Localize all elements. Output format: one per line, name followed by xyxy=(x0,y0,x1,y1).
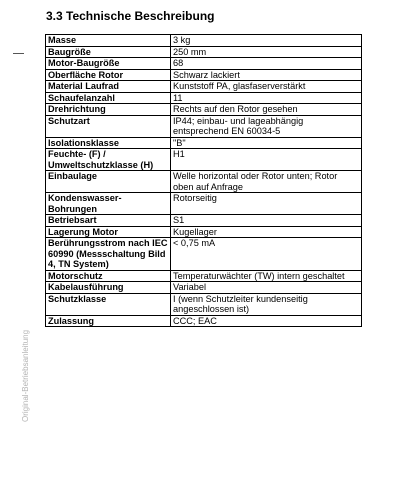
spec-value: I (wenn Schutzleiter kundenseitig angeschlossen ist) xyxy=(171,293,362,315)
table-row xyxy=(46,92,362,104)
table-row xyxy=(46,81,362,93)
table-row xyxy=(46,226,362,238)
spec-value: 11 xyxy=(171,92,362,104)
spec-value: H1 xyxy=(171,149,362,171)
section-heading: 3.3 Technische Beschreibung xyxy=(46,9,215,23)
spec-value: S1 xyxy=(171,215,362,227)
spec-label: Baugröße xyxy=(46,46,171,58)
spec-label: Schutzklasse xyxy=(46,293,171,315)
spec-value: Welle horizontal oder Rotor unten; Rotor oben auf Anfrage xyxy=(171,171,362,193)
spec-label: Schaufelanzahl xyxy=(46,92,171,104)
spec-value: < 0,75 mA xyxy=(171,238,362,271)
spec-value: 250 mm xyxy=(171,46,362,58)
spec-label: Kondenswasser-Bohrungen xyxy=(46,193,171,215)
spec-label: Betriebsart xyxy=(46,215,171,227)
spec-label: Zulassung xyxy=(46,315,171,327)
spec-value: Rotorseitig xyxy=(171,193,362,215)
table-row xyxy=(46,46,362,58)
spec-label: Material Laufrad xyxy=(46,81,171,93)
spec-value: 68 xyxy=(171,58,362,70)
spec-label: Oberfläche Rotor xyxy=(46,69,171,81)
table-row xyxy=(46,137,362,149)
table-row xyxy=(46,104,362,116)
spec-value: Schwarz lackiert xyxy=(171,69,362,81)
margin-mark xyxy=(13,53,24,54)
table-row xyxy=(46,58,362,70)
spec-label: Motorschutz xyxy=(46,270,171,282)
spec-label: Isolationsklasse xyxy=(46,137,171,149)
spec-value: Temperaturwächter (TW) intern geschaltet xyxy=(171,270,362,282)
spec-value: "B" xyxy=(171,137,362,149)
table-row xyxy=(46,35,362,47)
spec-label: Berührungsstrom nach IEC 60990 (Messschaltung Bild 4, TN System) xyxy=(46,238,171,271)
spec-value: CCC; EAC xyxy=(171,315,362,327)
spec-value: Kugellager xyxy=(171,226,362,238)
spec-label: Motor-Baugröße xyxy=(46,58,171,70)
spec-value: 3 kg xyxy=(171,35,362,47)
table-row xyxy=(46,270,362,282)
table-row xyxy=(46,115,362,137)
table-row xyxy=(46,149,362,171)
spec-value: IP44; einbau- und lageabhängig entsprechend EN 60034-5 xyxy=(171,115,362,137)
spec-label: Kabelausführung xyxy=(46,282,171,294)
spec-label: Masse xyxy=(46,35,171,47)
table-row xyxy=(46,293,362,315)
spec-label: Feuchte- (F) / Umweltschutzklasse (H) xyxy=(46,149,171,171)
spec-value: Variabel xyxy=(171,282,362,294)
spec-label: Einbaulage xyxy=(46,171,171,193)
table-row xyxy=(46,193,362,215)
table-row xyxy=(46,215,362,227)
spec-label: Lagerung Motor xyxy=(46,226,171,238)
spec-table xyxy=(45,34,362,327)
spec-label: Schutzart xyxy=(46,115,171,137)
table-row xyxy=(46,315,362,327)
table-row xyxy=(46,238,362,271)
table-row xyxy=(46,69,362,81)
spec-label: Drehrichtung xyxy=(46,104,171,116)
table-row xyxy=(46,171,362,193)
side-note: Original-Betriebsanleitung xyxy=(21,329,30,422)
spec-value: Kunststoff PA, glasfaserverstärkt xyxy=(171,81,362,93)
table-row xyxy=(46,282,362,294)
spec-value: Rechts auf den Rotor gesehen xyxy=(171,104,362,116)
